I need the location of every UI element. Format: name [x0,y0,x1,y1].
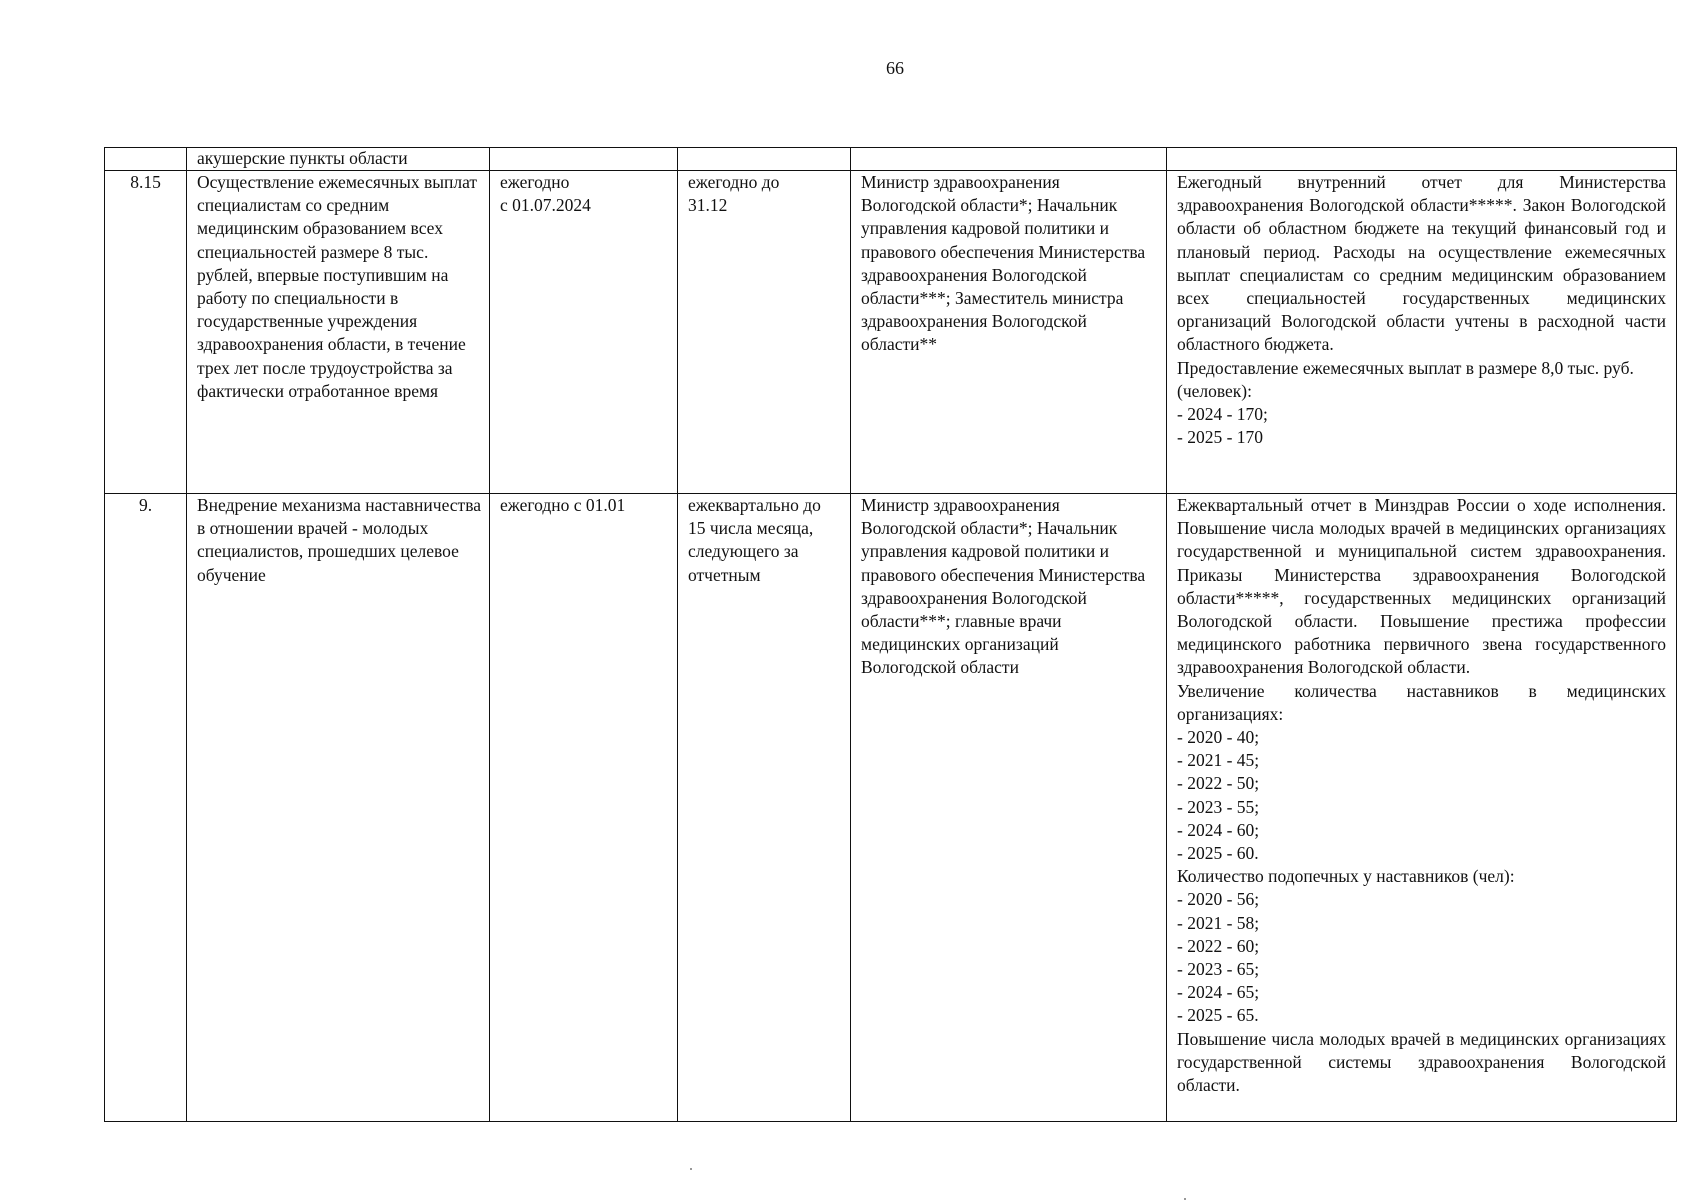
table-row-continuation [105,148,1677,171]
measures-table [104,147,1677,1122]
cell-measure: Осуществление ежемесячных выплат специалистам со средним медицинским образованием всех специальностей размере 8 тыс. рублей, впервые поступившим на работу по специальности в государственные учреждения здравоохранения области, в течение трех лет после трудоустройства за фактически отработанное время [187,171,490,494]
result-line: - 2024 - 65; [1177,982,1260,1003]
result-line: Увеличение количества наставников в медицинских организациях: [1177,680,1666,724]
cell-responsible: Министр здравоохранения Вологодской области*; Начальник управления кадровой политики и правового обеспечения Министерства здравоохранения Вологодской области***; главные врачи медицинских организаций Вологодской области [851,494,1167,1122]
result-line: Повышение числа молодых врачей в медицинских организациях государственной системы здравоохранения Вологодской области. [1177,1028,1666,1096]
cell-number [105,148,187,171]
cell-number: 9. [105,494,187,1122]
cell-start-date [490,494,678,1122]
page-number: 66 [886,58,904,78]
start-date-line: с 01.07.2024 [500,195,591,216]
cell-start-date [490,171,678,494]
result-line: - 2020 - 56; [1177,889,1260,910]
cell-responsible [851,148,1167,171]
deadline-line: 31.12 [688,195,728,216]
start-date-line: ежегодно с 01.01 [500,495,626,515]
cell-result [1167,171,1677,494]
result-line: - 2025 - 60. [1177,843,1259,864]
cell-result [1167,148,1677,171]
result-line: - 2022 - 50; [1177,773,1260,794]
cell-deadline [678,171,851,494]
result-line: - 2025 - 170 [1177,427,1264,448]
result-line: Ежеквартальный отчет в Минздрав России о ходе исполнения. Повышение числа молодых врачей в медицинских организациях государственной и муниципальной систем здравоохранения. Приказы Министерства здравоохранения Вологодской области*****, государственных медицинских организаций Вологодской области. Повышение престижа профессии медицинского работника первичного звена государственного здравоохранения Вологодской области. [1177,495,1666,678]
result-line: - 2020 - 40; [1177,727,1260,748]
cell-measure: акушерские пункты области [187,148,490,171]
start-date-line: ежегодно [500,172,570,192]
deadline-line: ежегодно до [688,172,780,192]
cell-measure: Внедрение механизма наставничества в отношении врачей - молодых специалистов, прошедших целевое обучение [187,494,490,1122]
cell-deadline [678,494,851,1122]
result-line: (человек): [1177,380,1252,401]
table-row [105,171,1677,494]
result-line: - 2025 - 65. [1177,1005,1259,1026]
cell-result [1167,494,1677,1122]
result-line: - 2021 - 45; [1177,750,1260,771]
result-line: - 2023 - 55; [1177,796,1260,817]
deadline-line: ежеквартально до 15 числа месяца, следующего за отчетным [688,495,821,585]
result-line: - 2023 - 65; [1177,959,1260,980]
result-line: Ежегодный внутренний отчет для Министерства здравоохранения Вологодской области*****. Закон Вологодской области об областном бюджете на текущий финансовый год и плановый период. Расходы на осуществление ежемесячных выплат специалистам со средним медицинским образованием всех специальностей государственных медицинских организаций Вологодской области учтены в расходной части областного бюджета. [1177,172,1666,355]
scan-speck [690,1168,692,1170]
cell-responsible: Министр здравоохранения Вологодской области*; Начальник управления кадровой политики и правового обеспечения Министерства здравоохранения Вологодской области***; Заместитель министра здравоохранения Вологодской области** [851,171,1167,494]
result-line: - 2024 - 170; [1177,404,1268,425]
result-line: - 2024 - 60; [1177,819,1260,840]
result-line: Предоставление ежемесячных выплат в размере 8,0 тыс. руб. [1177,357,1634,378]
table-row [105,494,1677,1122]
cell-deadline [678,148,851,171]
cell-number: 8.15 [105,171,187,494]
result-line: - 2022 - 60; [1177,935,1260,956]
result-line: Количество подопечных у наставников (чел): [1177,866,1515,887]
result-line: - 2021 - 58; [1177,912,1260,933]
cell-start-date [490,148,678,171]
